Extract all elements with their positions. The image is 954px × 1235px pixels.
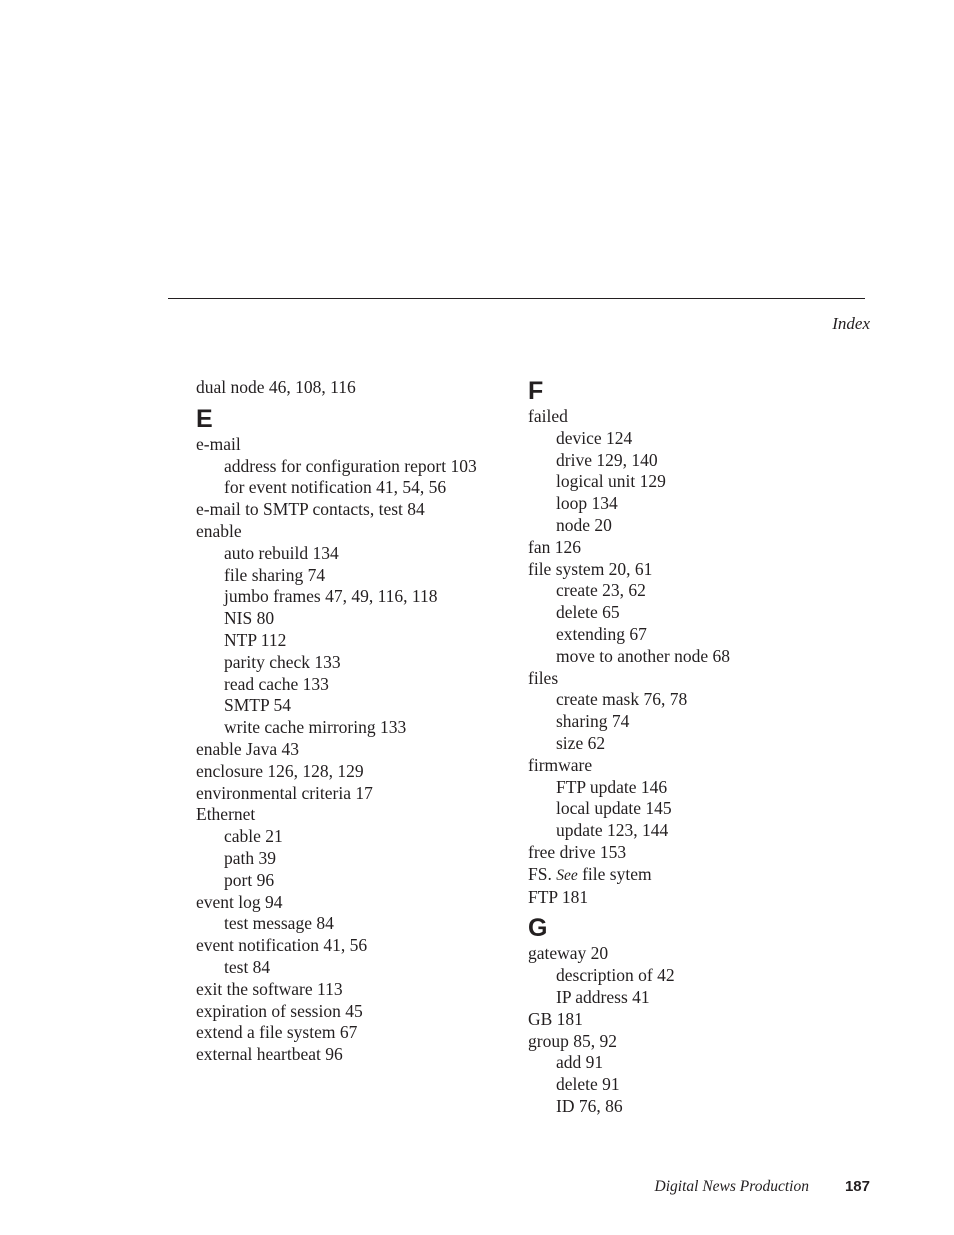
index-subentry: test 84 [224, 956, 271, 977]
index-subentry: create 23, 62 [556, 580, 646, 601]
index-subentry: drive 129, 140 [556, 449, 658, 470]
index-subentry: file sharing 74 [224, 564, 326, 585]
index-subentry: delete 65 [556, 602, 620, 623]
index-entry: external heartbeat 96 [196, 1044, 343, 1065]
index-entry: GB 181 [528, 1008, 583, 1029]
index-entry: e-mail to SMTP contacts, test 84 [196, 499, 425, 520]
index-entry: Ethernet [196, 804, 256, 825]
see-reference: See [556, 866, 578, 884]
index-entry: expiration of session 45 [196, 1000, 363, 1021]
index-entry: firmware [528, 754, 593, 775]
footer-title: Digital News Production [654, 1178, 809, 1195]
index-entry: environmental criteria 17 [196, 782, 373, 803]
index-entry: files [528, 667, 559, 688]
index-subentry: move to another node 68 [556, 645, 730, 666]
index-subentry: node 20 [556, 514, 612, 535]
index-entry: gateway 20 [528, 943, 609, 964]
index-subentry: description of 42 [556, 965, 675, 986]
index-subentry: size 62 [556, 732, 606, 753]
running-head: Index [832, 314, 870, 333]
index-subentry: update 123, 144 [556, 820, 669, 841]
index-subentry: address for configuration report 103 [224, 455, 477, 476]
index-subentry: extending 67 [556, 623, 647, 644]
page-number: 187 [844, 1178, 870, 1195]
index-subentry: auto rebuild 134 [224, 542, 339, 563]
index-subentry: device 124 [556, 427, 633, 448]
index-subentry: SMTP 54 [224, 695, 291, 716]
index-subentry: for event notification 41, 54, 56 [224, 477, 447, 498]
index-entry: dual node 46, 108, 116 [196, 377, 356, 397]
index-subentry: sharing 74 [556, 711, 630, 732]
index-subentry: cable 21 [224, 826, 283, 847]
index-entry: enable [196, 520, 242, 541]
see-target: file sytem [582, 863, 652, 884]
index-subentry: test message 84 [224, 913, 334, 934]
index-entry: event notification 41, 56 [196, 935, 368, 956]
index-entry: failed [528, 406, 568, 426]
section-letter-g: G [528, 914, 548, 943]
index-column-right [528, 377, 838, 1118]
index-entry: e-mail [196, 433, 241, 454]
index-entry: event log 94 [196, 891, 283, 912]
index-entry: enclosure 126, 128, 129 [196, 760, 364, 781]
index-subentry: write cache mirroring 133 [224, 717, 407, 738]
index-subentry: loop 134 [556, 493, 618, 514]
index-subentry: port 96 [224, 869, 275, 890]
section-letter-f: F [528, 377, 544, 405]
index-subentry: create mask 76, 78 [556, 689, 688, 710]
fs-term: FS. [528, 863, 552, 884]
index-entry-fs [528, 864, 838, 887]
index-entry: extend a file system 67 [196, 1022, 358, 1043]
index-entry: file system 20, 61 [528, 558, 653, 579]
index-entry: fan 126 [528, 536, 581, 557]
index-subentry: logical unit 129 [556, 471, 666, 492]
page-footer [655, 1178, 870, 1196]
index-subentry: parity check 133 [224, 651, 341, 672]
index-subentry: path 39 [224, 847, 277, 868]
index-subentry: FTP update 146 [556, 776, 668, 797]
index-subentry: jumbo frames 47, 49, 116, 118 [224, 586, 438, 607]
index-subentry: delete 91 [556, 1074, 620, 1095]
index-subentry: NIS 80 [224, 608, 275, 629]
index-entry: free drive 153 [528, 841, 627, 862]
index-entry: enable Java 43 [196, 738, 300, 759]
header-rule [168, 298, 865, 299]
index-subentry: ID 76, 86 [556, 1095, 623, 1116]
index-subentry: NTP 112 [224, 629, 287, 650]
index-subentry: add 91 [556, 1052, 604, 1073]
index-entry: FTP 181 [528, 886, 589, 907]
section-letter-e: E [196, 404, 213, 433]
index-subentry: read cache 133 [224, 673, 329, 694]
index-entry: exit the software 113 [196, 978, 343, 999]
index-column-left [196, 377, 506, 1066]
index-entry: group 85, 92 [528, 1030, 617, 1051]
index-subentry: local update 145 [556, 798, 672, 819]
index-subentry: IP address 41 [556, 986, 650, 1007]
